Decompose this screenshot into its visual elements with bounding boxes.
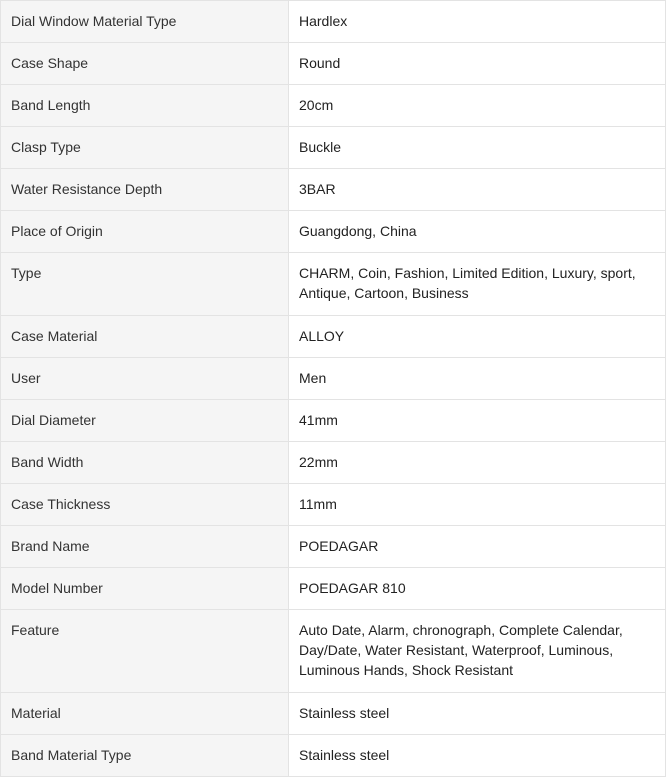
table-row xyxy=(1,568,666,610)
table-row xyxy=(1,735,666,777)
spec-key: Case Thickness xyxy=(1,484,289,526)
spec-key: Band Width xyxy=(1,442,289,484)
spec-value: ALLOY xyxy=(289,316,666,358)
spec-value: 3BAR xyxy=(289,169,666,211)
spec-key: Material xyxy=(1,693,289,735)
spec-key: Water Resistance Depth xyxy=(1,169,289,211)
spec-key: User xyxy=(1,358,289,400)
spec-key: Feature xyxy=(1,610,289,693)
table-row xyxy=(1,1,666,43)
spec-key: Dial Window Material Type xyxy=(1,1,289,43)
spec-value: Auto Date, Alarm, chronograph, Complete Calendar, Day/Date, Water Resistant, Waterproof, Luminous, Luminous Hands, Shock Resistant xyxy=(289,610,666,693)
table-row xyxy=(1,211,666,253)
table-row xyxy=(1,484,666,526)
spec-value: 20cm xyxy=(289,85,666,127)
table-row xyxy=(1,253,666,316)
spec-key: Case Shape xyxy=(1,43,289,85)
table-row xyxy=(1,442,666,484)
table-row xyxy=(1,169,666,211)
table-row xyxy=(1,526,666,568)
table-row xyxy=(1,610,666,693)
spec-key: Brand Name xyxy=(1,526,289,568)
spec-value: Guangdong, China xyxy=(289,211,666,253)
spec-value: Buckle xyxy=(289,127,666,169)
spec-key: Case Material xyxy=(1,316,289,358)
spec-value: POEDAGAR xyxy=(289,526,666,568)
spec-value: Hardlex xyxy=(289,1,666,43)
spec-table-body xyxy=(1,1,666,777)
spec-key: Dial Diameter xyxy=(1,400,289,442)
spec-key: Band Length xyxy=(1,85,289,127)
spec-key: Model Number xyxy=(1,568,289,610)
table-row xyxy=(1,400,666,442)
table-row xyxy=(1,693,666,735)
table-row xyxy=(1,358,666,400)
table-row xyxy=(1,43,666,85)
table-row xyxy=(1,316,666,358)
spec-value: POEDAGAR 810 xyxy=(289,568,666,610)
spec-value: CHARM, Coin, Fashion, Limited Edition, Luxury, sport, Antique, Cartoon, Business xyxy=(289,253,666,316)
spec-value: Men xyxy=(289,358,666,400)
spec-value: Stainless steel xyxy=(289,735,666,777)
table-row xyxy=(1,127,666,169)
spec-value: Stainless steel xyxy=(289,693,666,735)
spec-value: 11mm xyxy=(289,484,666,526)
spec-key: Band Material Type xyxy=(1,735,289,777)
spec-value: 22mm xyxy=(289,442,666,484)
spec-key: Place of Origin xyxy=(1,211,289,253)
spec-key: Type xyxy=(1,253,289,316)
spec-value: Round xyxy=(289,43,666,85)
spec-value: 41mm xyxy=(289,400,666,442)
table-row xyxy=(1,85,666,127)
spec-key: Clasp Type xyxy=(1,127,289,169)
